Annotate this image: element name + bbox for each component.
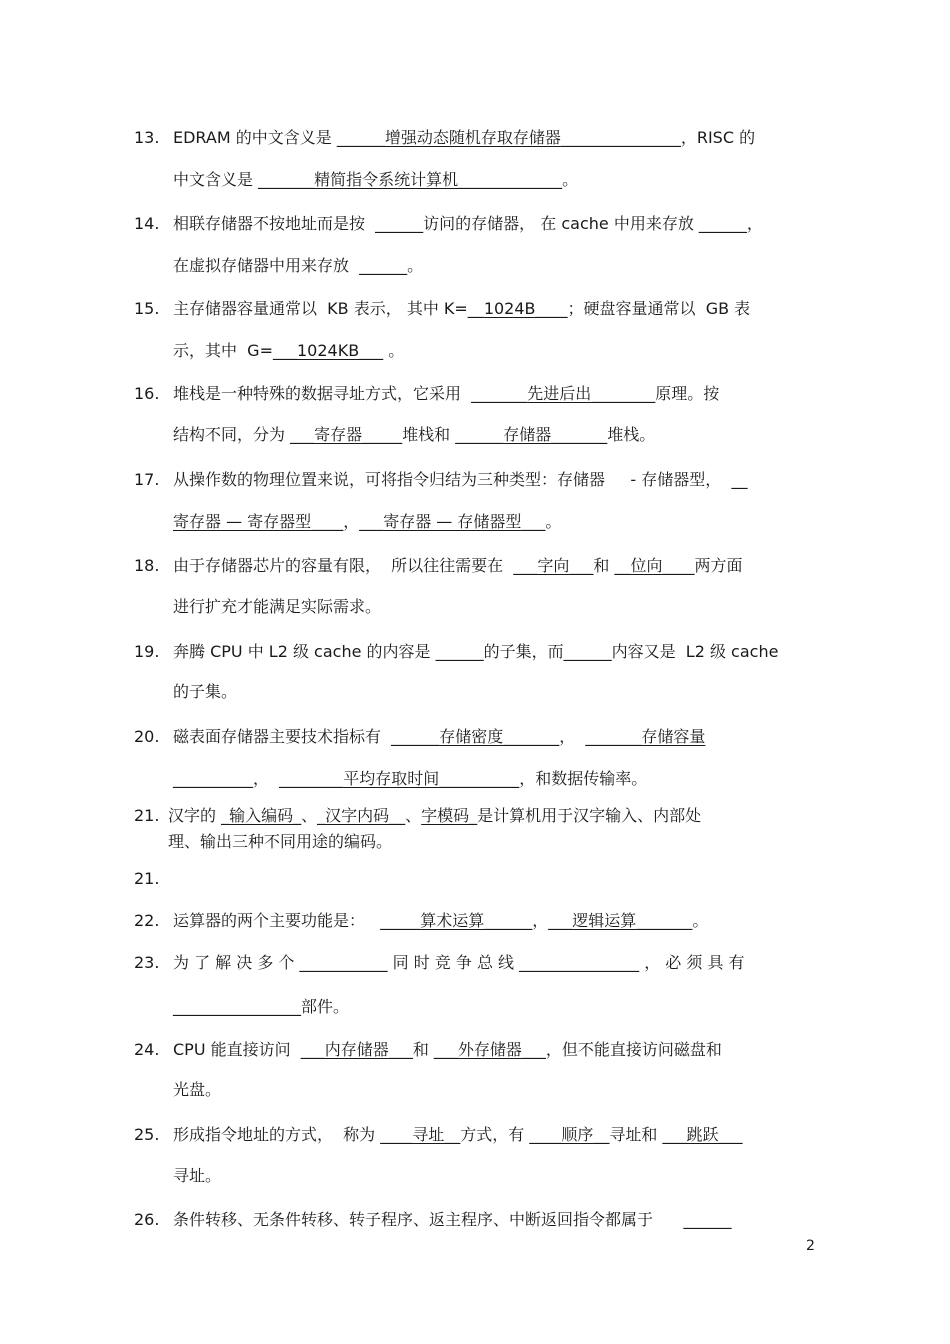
answer: 位向 — [630, 556, 663, 575]
q13-line2: 中文含义是 _______精简指令系统计算机_____________。 — [173, 170, 579, 189]
answer: 1024B — [483, 299, 536, 318]
q14-line2: 在虚拟存储器中用来存放 ______。 — [173, 256, 424, 275]
q14-number: 14. — [134, 214, 160, 233]
q18-line1: 由于存储器芯片的容量有限， 所以往往需要在 ___字向___和 __位向____两方面 — [173, 556, 743, 575]
q20-line2: __________， ________平均存取时间__________，和数据传输率。 — [173, 769, 648, 788]
answer: 寄存器 — [314, 425, 363, 444]
q21-line1: 汉字的 _输入编码_、_汉字内码__、字模码_是计算机用于汉字输入、内部处 — [168, 806, 702, 825]
answer: 精简指令系统计算机 — [314, 170, 459, 189]
answer: 算术运算 — [420, 911, 485, 930]
q24-line2: 光盘。 — [173, 1080, 222, 1099]
answer: 跳跃 — [686, 1125, 719, 1144]
q26-line1: 条件转移、无条件转移、转子程序、返主程序、中断返回指令都属于 ______ — [173, 1210, 732, 1229]
answer: 逻辑运算 — [572, 911, 637, 930]
answer: 字模码 — [421, 806, 470, 825]
answer: 寻址 — [412, 1125, 445, 1144]
answer: 存储密度 — [439, 727, 504, 746]
answer: 内存储器 — [324, 1040, 389, 1059]
q22-line1: 运算器的两个主要功能是： _____算术运算______，___逻辑运算_______。 — [173, 911, 709, 930]
q23-line1: 为 了 解 决 多 个 ___________ 同 时 竞 争 总 线 _______________ ， 必 须 具 有 — [173, 953, 745, 972]
answer: 汉字内码 — [325, 806, 390, 825]
q22-number: 22. — [134, 911, 160, 930]
q26-number: 26. — [134, 1210, 160, 1229]
answer: 存储器 — [503, 425, 552, 444]
q17-line1: 从操作数的物理位置来说，可将指令归结为三种类型：存储器 - 存储器型， __ — [173, 470, 748, 489]
q20-line1: 磁表面存储器主要技术指标有 ______存储密度_______， _______存储容量 — [173, 727, 706, 746]
q20-number: 20. — [134, 727, 160, 746]
answer: 先进后出 — [527, 384, 592, 403]
q16-line1: 堆栈是一种特殊的数据寻址方式，它采用 _______先进后出________原理。按 — [173, 384, 720, 403]
answer: 增强动态随机存取存储器 — [384, 128, 561, 147]
answer: 1024KB — [296, 341, 360, 360]
q16-line2: 结构不同，分为 ___寄存器_____堆栈和 ______存储器_______堆栈。 — [173, 425, 656, 444]
answer: 输入编码 — [229, 806, 294, 825]
q19-line1: 奔腾 CPU 中 L2 级 cache 的内容是 ______的子集，而______内容又是 L2 级 cache — [173, 642, 779, 661]
q21-number: 21. — [134, 806, 160, 825]
q15-number: 15. — [134, 299, 160, 318]
answer: 平均存取时间 — [343, 769, 440, 788]
q17-number: 17. — [134, 470, 160, 489]
q16-number: 16. — [134, 384, 160, 403]
q25-line1: 形成指令地址的方式， 称为 ____寻址__方式，有 ____顺序__寻址和 ___跳跃___ — [173, 1125, 743, 1144]
q15-line2: 示，其中 G=___1024KB___ 。 — [173, 341, 405, 360]
q17-line2: 寄存器 — 寄存器型____，___寄存器 — 存储器型___。 — [173, 512, 562, 531]
q23-line2: ________________部件。 — [173, 997, 350, 1016]
q14-line1: 相联存储器不按地址而是按 ______访问的存储器， 在 cache 中用来存放 ______， — [173, 214, 763, 233]
q13-number: 13. — [134, 128, 160, 147]
q24-line1: CPU 能直接访问 ___内存储器___和 ___外存储器___，但不能直接访问磁盘和 — [173, 1040, 722, 1059]
q23-number: 23. — [134, 953, 160, 972]
q19-number: 19. — [134, 642, 160, 661]
q19-line2: 的子集。 — [173, 682, 238, 701]
q24-number: 24. — [134, 1040, 160, 1059]
q13-line1: EDRAM 的中文含义是 ______增强动态随机存取存储器_______________，RISC 的 — [173, 128, 756, 147]
q18-number: 18. — [134, 556, 160, 575]
answer: 外存储器 — [457, 1040, 522, 1059]
answer: 字向 — [537, 556, 570, 575]
q15-line1: 主存储器容量通常以 KB 表示， 其中 K=__1024B____；硬盘容量通常以 GB 表 — [173, 299, 751, 318]
answer: 存储容量 — [641, 727, 706, 746]
answer: 寄存器 — 存储器型 — [383, 512, 522, 531]
q18-line2: 进行扩充才能满足实际需求。 — [173, 597, 382, 616]
answer: 顺序 — [561, 1125, 594, 1144]
page-number: 2 — [806, 1238, 815, 1254]
q21-line2: 理、输出三种不同用途的编码。 — [168, 832, 393, 851]
q21b-number: 21. — [134, 869, 160, 888]
answer: 寄存器 — 寄存器型 — [173, 512, 312, 531]
q25-number: 25. — [134, 1125, 160, 1144]
q25-line2: 寻址。 — [173, 1166, 222, 1185]
